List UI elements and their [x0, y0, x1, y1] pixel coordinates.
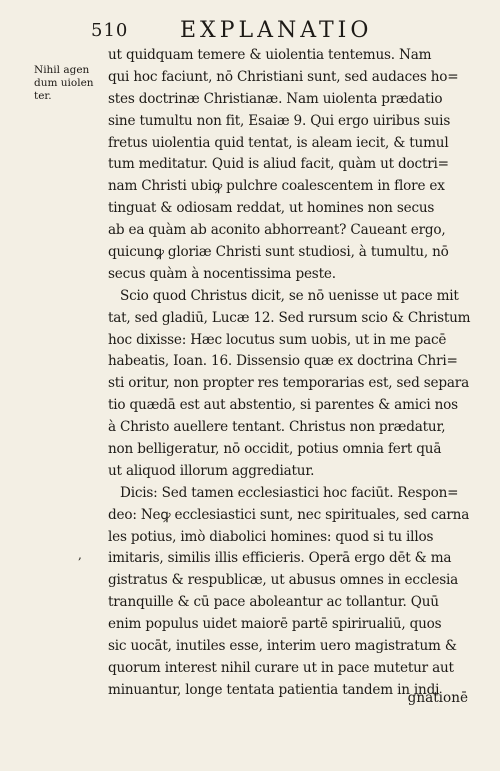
marginal-mark: , — [78, 548, 82, 562]
text-line: non belligeratur, nō occidit, potius omnia fert quā — [108, 441, 442, 458]
text-line: habeatis, Ioan. 16. Dissensio quæ ex doctrina Chri= — [108, 353, 458, 370]
text-line: ut aliquod illorum aggrediatur. — [108, 462, 315, 479]
text-line: sine tumultu non fit, Esaiæ 9. Qui ergo uiribus suis — [108, 112, 451, 129]
text-line: les potius, imò diabolici homines: quod si tu illos — [108, 528, 434, 545]
margin-note — [34, 64, 104, 103]
text-line: stes doctrinæ Christianæ. Nam uiolenta prædatio — [108, 90, 443, 107]
text-line: hoc dixisse: Hæc locutus sum uobis, ut in me pacē — [108, 331, 447, 348]
text-line: Dicis: Sed tamen ecclesiastici hoc faciūt. Respon= — [120, 484, 459, 501]
text-line: ab ea quàm ab aconito abhorreant? Caueant ergo, — [108, 222, 446, 239]
text-line: quicunꝙ gloriæ Christi sunt studiosi, à tumultu, nō — [108, 244, 449, 261]
text-line: tinguat & odiosam reddat, ut homines non secus — [108, 200, 435, 217]
margin-note-line: dum uiolen — [34, 77, 94, 89]
page-number: 510 — [91, 20, 129, 41]
text-line: fretus uiolentia quid tentat, is aleam iecit, & tumul — [108, 134, 449, 151]
margin-note-line: Nihil agen — [34, 64, 90, 76]
text-line: secus quàm à nocentissima peste. — [108, 265, 336, 282]
text-line: deo: Neꝙ ecclesiastici sunt, nec spirituales, sed carna — [108, 506, 470, 523]
text-line: enim populus uidet maiorē partē spirirualiū, quos — [108, 616, 442, 633]
catchword: gnationē — [407, 690, 468, 706]
text-line: sic uocāt, inutiles esse, interim uero magistratum & — [108, 638, 457, 655]
text-line: tat, sed gladiū, Lucæ 12. Sed rursum scio & Christum — [108, 309, 471, 326]
text-line: tio quædā est aut abstentio, si parentes & amici nos — [108, 397, 458, 414]
text-line: sti oritur, non propter res temporarias est, sed separa — [108, 375, 470, 392]
text-line: à Christo auellere tentant. Christus non prædatur, — [108, 419, 446, 436]
body-text — [108, 45, 470, 702]
text-line: ut quidquam temere & uiolentia tentemus. Nam — [108, 47, 432, 63]
margin-note-line: ter. — [34, 90, 52, 102]
text-line: qui hoc faciunt, nō Christiani sunt, sed audaces ho= — [108, 68, 459, 85]
text-line: tranquille & cū pace aboleantur ac tollantur. Quū — [108, 594, 439, 611]
text-line: imitaris, similis illis efficieris. Operā ergo dēt & ma — [108, 550, 452, 567]
text-line: nam Christi ubiꝙ pulchre coalescentem in flore ex — [108, 178, 445, 195]
text-line: quorum interest nihil curare ut in pace mutetur aut — [108, 659, 454, 676]
text-line: Scio quod Christus dicit, se nō uenisse ut pace mit — [120, 287, 459, 304]
text-line: minuantur, longe tentata patientia tandem in indi — [108, 681, 440, 698]
text-line: tum meditatur. Quid is aliud facit, quàm ut doctri= — [108, 156, 449, 173]
text-line: gistratus & respublicæ, ut abusus omnes in ecclesia — [108, 572, 459, 589]
running-head: EXPLANATIO — [180, 18, 373, 43]
